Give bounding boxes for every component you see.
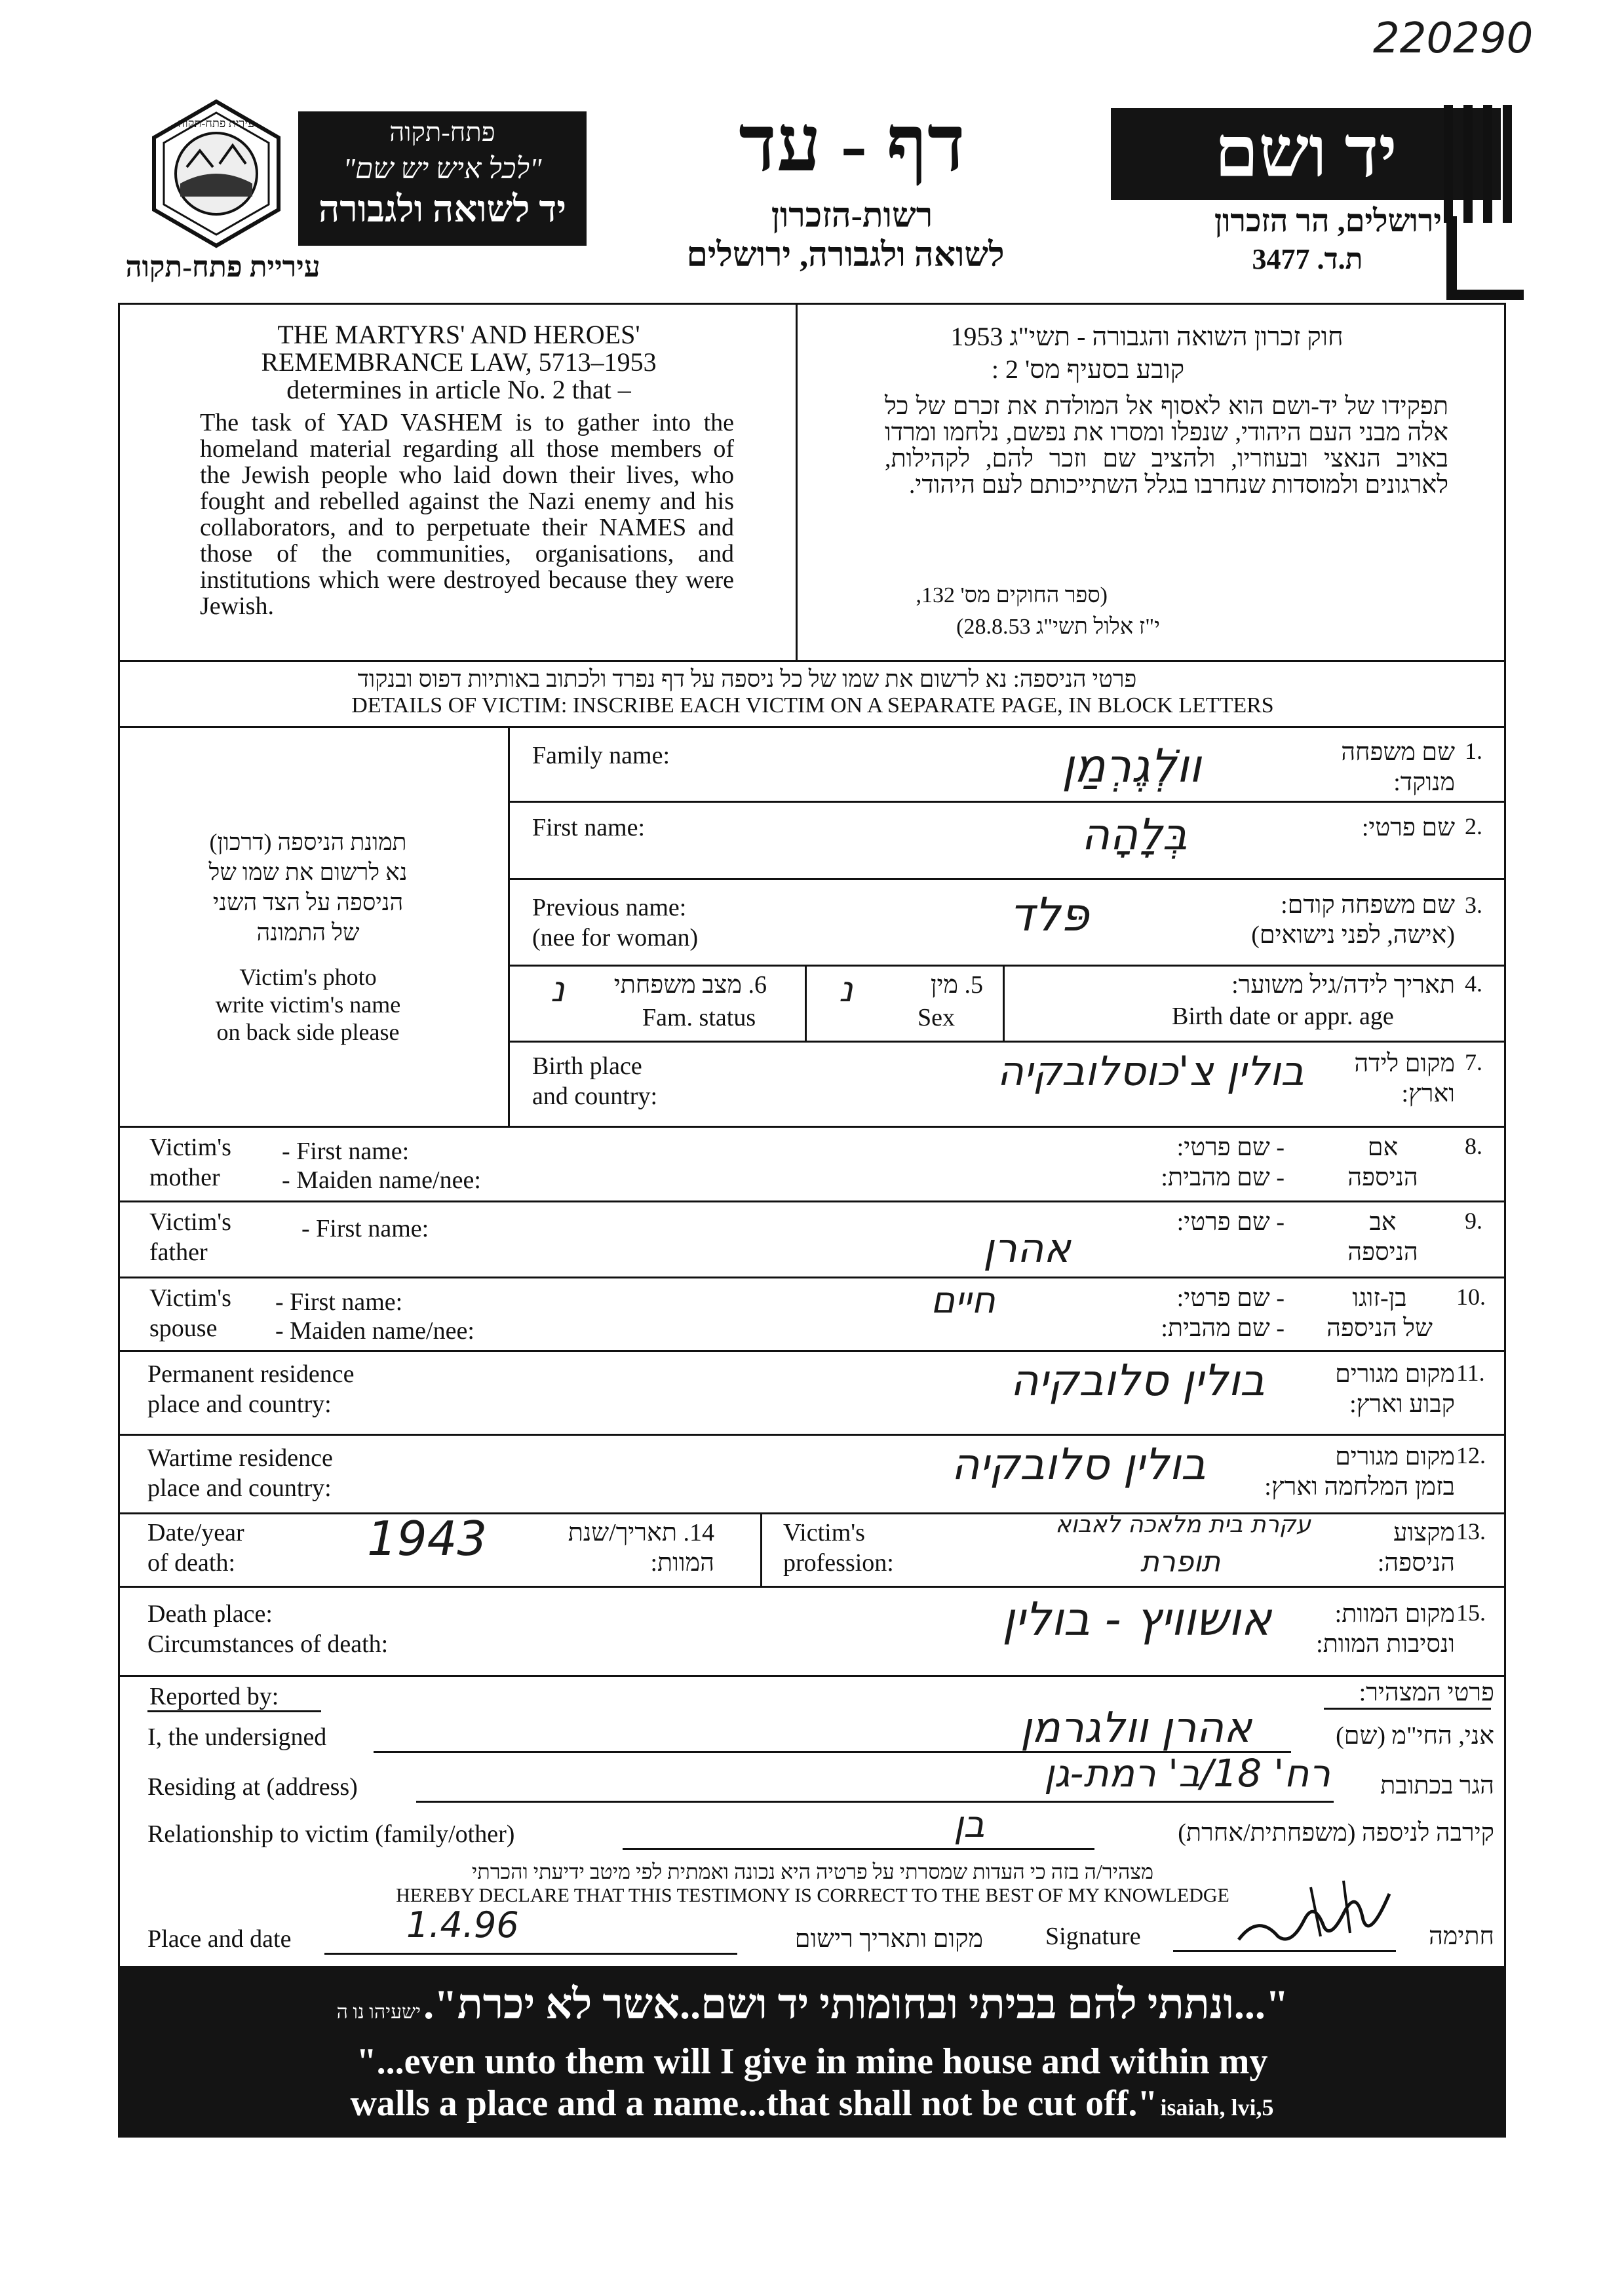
father-first-value[interactable]: אהרן	[983, 1224, 1071, 1272]
sex-num: 5.	[964, 971, 983, 999]
form-subtitle-2: לשואה ולגבורה, ירושלים	[686, 237, 1005, 274]
photo-he-4: של התמונה	[256, 919, 360, 946]
relationship-line	[623, 1848, 1094, 1850]
mother-he-b: הניספה	[1347, 1164, 1418, 1191]
place-date-line	[324, 1953, 737, 1955]
wartime-residence-value[interactable]: בולין סלובקיה	[951, 1439, 1206, 1489]
spouse-first-value[interactable]: חיים	[931, 1279, 996, 1322]
permanent-residence-he-1: מקום מגורים	[1335, 1360, 1455, 1388]
spouse-label-he	[1304, 1283, 1455, 1343]
spouse-he-a: בן-זוגו	[1352, 1284, 1407, 1312]
father-en-1: Victim's	[149, 1208, 231, 1236]
signature-label: Signature	[1045, 1923, 1141, 1950]
mother-he-a: אם	[1367, 1134, 1399, 1161]
profession-he-2: הניספה:	[1377, 1549, 1455, 1577]
sex-value[interactable]: נ	[839, 969, 853, 1010]
spouse-maiden-label: - Maiden name/nee:	[275, 1317, 474, 1345]
field-num-1: 1.	[1465, 738, 1482, 764]
profession-label-he	[1285, 1518, 1455, 1578]
death-place-he-2: ונסיבות המוות:	[1316, 1630, 1455, 1658]
profession-en-1: Victim's	[783, 1519, 865, 1546]
signature-scribble[interactable]	[1232, 1874, 1402, 1953]
law-en-body: The task of YAD VASHEM is to gather into the homeland material regarding all those members of the Jewish people who laid down their lives, who fought and rebelled against the Nazi enemy and his collaborators, and to perpetuate their NAMES and those of the communities, organisations, and institutions which were destroyed because they were Jewish.	[200, 409, 734, 620]
profession-value-2[interactable]: תופרת	[1140, 1545, 1221, 1579]
file-number: 220290	[1373, 14, 1534, 63]
address-label-he: הגר בכתובת	[1380, 1772, 1494, 1799]
spouse-maiden-label-he: - שם מהבית:	[1161, 1315, 1285, 1342]
address-line	[416, 1801, 1334, 1803]
pt-memorial: יד לשואה ולגבורה	[319, 189, 566, 230]
father-he-a: אב	[1369, 1208, 1397, 1236]
law-he-body: תפקידו של יד-ושם הוא לאסוף אל המולדת את זכרם של כל אלה מבני העם היהודי, שנפלו ומסרו את נפשם, נלחמו ומרדו באויב הנאצי ובעוזריו, ולהציב שם וזכר להם, לקהילות, לארגונים ולמוסדות שנחרבו בגלל השתייכותם לעם היהודי.	[885, 393, 1448, 499]
footer-en-ref: isaiah, lvi,5	[1160, 2094, 1274, 2121]
pt-quote: "לכל איש יש שם"	[343, 153, 542, 185]
birth-place-label-he	[1285, 1048, 1455, 1109]
row-rule-1	[508, 801, 1506, 803]
death-place-en-1: Death place:	[147, 1600, 273, 1628]
permanent-residence-label-he	[1245, 1359, 1455, 1419]
menorah-icon	[1439, 105, 1527, 301]
reporter-title-he-underline	[1324, 1708, 1491, 1710]
reporter-name-value[interactable]: אהרן וולגרמן	[1020, 1704, 1252, 1752]
field-num-11: 11.	[1456, 1360, 1485, 1386]
profession-label	[783, 1518, 894, 1578]
row-rule-5	[118, 1126, 1506, 1128]
details-header-en: DETAILS OF VICTIM: INSCRIBE EACH VICTIM ON A SEPARATE PAGE, IN BLOCK LETTERS	[351, 693, 1274, 718]
previous-name-en-1: Previous name:	[532, 894, 687, 921]
spouse-first-label: - First name:	[275, 1288, 403, 1316]
death-year-he-1	[557, 1518, 714, 1548]
law-he-title-2: קובע בסעיף מס' 2 :	[991, 355, 1185, 384]
law-he-ref-2: י"ז אלול תשי"ג 28.8.53)	[956, 615, 1160, 639]
previous-name-en-2: (nee for woman)	[532, 924, 699, 951]
profession-he-1: מקצוע	[1393, 1519, 1455, 1546]
signature-label-he: חתימה	[1428, 1923, 1494, 1950]
pt-seal	[141, 98, 292, 249]
fam-sex-divider	[805, 965, 807, 1041]
family-name-he-1: שם משפחה	[1341, 739, 1455, 766]
field-num-13: 13.	[1456, 1518, 1486, 1545]
mother-maiden-label-he: - שם מהבית:	[1161, 1164, 1285, 1191]
field-num-10: 10.	[1456, 1284, 1486, 1310]
footer-he-quote-line	[157, 1980, 1468, 2029]
death-place-value[interactable]: אושוויץ - בולין	[1002, 1592, 1271, 1646]
wartime-residence-label-he	[1180, 1442, 1455, 1502]
declaration-en: HEREBY DECLARE THAT THIS TESTIMONY IS CORRECT TO THE BEST OF MY KNOWLEDGE	[396, 1885, 1229, 1906]
family-name-label-he	[1206, 737, 1455, 797]
field-num-7: 7.	[1465, 1049, 1482, 1075]
mother-label-he	[1311, 1132, 1455, 1193]
po-box: ת.ד. 3477	[1252, 243, 1363, 275]
fam-status-num: 6.	[748, 971, 767, 999]
yad-vashem-logo-text: יד ושם	[1214, 114, 1397, 192]
father-first-label-he: - שם פרטי:	[1176, 1208, 1285, 1236]
photo-en-3: on back side please	[216, 1019, 400, 1045]
previous-name-label-he	[1153, 890, 1455, 950]
place-date-label: Place and date	[147, 1925, 292, 1953]
sex-label-he	[878, 970, 983, 1000]
wartime-residence-en-1: Wartime residence	[147, 1444, 333, 1472]
birth-date-label-he: תאריך לידה/גיל משוער:	[1231, 971, 1455, 999]
wartime-residence-he-2: בזמן המלחמה וארץ:	[1264, 1473, 1455, 1501]
field-num-2: 2.	[1465, 813, 1482, 839]
place-date-value[interactable]: 1.4.96	[406, 1904, 519, 1946]
fam-status-value[interactable]: נ	[551, 969, 565, 1010]
wartime-residence-he-1: מקום מגורים	[1335, 1443, 1455, 1470]
family-name-label: Family name:	[532, 742, 670, 769]
footer-he-ref: ישעיהו נו ה	[336, 2001, 421, 2023]
relationship-value[interactable]: בן	[954, 1803, 985, 1846]
death-year-num: 14.	[683, 1519, 714, 1546]
father-label	[149, 1207, 231, 1267]
death-year-he-1-text: תאריך/שנת	[568, 1519, 677, 1546]
field-num-8: 8.	[1465, 1133, 1482, 1159]
previous-name-label	[532, 893, 698, 953]
mother-en-2: mother	[149, 1164, 220, 1191]
field-num-4: 4.	[1465, 970, 1482, 997]
death-year-en-2: of death:	[147, 1549, 236, 1577]
mother-maiden-label: - Maiden name/nee:	[282, 1166, 481, 1194]
fam-status-he: מצב משפחתי	[613, 971, 742, 999]
previous-name-value[interactable]: פּלד	[1009, 888, 1089, 942]
address-value[interactable]: רח' 18/ב' רמת-גן	[1043, 1751, 1330, 1795]
seal-text: עירית פתח-תקוה	[178, 117, 255, 130]
row-rule-13	[118, 1586, 1506, 1588]
death-year-en-1: Date/year	[147, 1519, 244, 1546]
birth-place-en-1: Birth place	[532, 1052, 642, 1080]
declaration-he: מצהיר/ה בזה כי העדות שמסרתי על פרטיה היא נכונה ואמתית לפי מיטב ידיעתי והכרתי	[471, 1860, 1154, 1883]
relationship-label-he: קירבה לניספה (משפחתית/אחרת)	[1178, 1819, 1494, 1847]
field-num-15: 15.	[1456, 1600, 1486, 1626]
reported-by-underline	[147, 1710, 321, 1712]
birth-place-he-1: מקום לידה	[1354, 1050, 1455, 1077]
birth-place-value[interactable]: בולין צ'כוסלובקיה	[997, 1047, 1304, 1095]
first-name-value[interactable]: בְּלָהָה	[1081, 809, 1188, 860]
yad-vashem-location: ירושלים, הר הזכרון	[1214, 204, 1442, 239]
row-rule-4	[508, 1041, 1506, 1043]
photo-he-2: נא לרשום את שמו של	[208, 859, 408, 885]
photo-instructions-en	[151, 963, 465, 1046]
birth-place-label	[532, 1051, 657, 1111]
birth-date-label: Birth date or appr. age	[1172, 1003, 1394, 1030]
death-place-en-2: Circumstances of death:	[147, 1630, 389, 1658]
place-date-label-he: מקום ותאריך רישום	[794, 1925, 983, 1953]
death-year-label-he	[557, 1518, 714, 1578]
pt-banner	[298, 111, 587, 246]
spouse-he-b: של הניספה	[1326, 1315, 1433, 1342]
previous-name-he-2: (אישה, לפני נישואים)	[1251, 921, 1455, 949]
row-rule-2	[508, 878, 1506, 880]
profession-value-1[interactable]: עקרת בית מלאכה לאבוא	[1055, 1511, 1311, 1538]
undersigned-label: I, the undersigned	[147, 1723, 327, 1751]
death-year-value[interactable]: 1943	[367, 1511, 488, 1566]
family-name-he-2: מנוקד:	[1393, 769, 1455, 796]
footer-en-quote-1: "...even unto them will I give in mine house and within my	[356, 2041, 1268, 2082]
field-num-12: 12.	[1456, 1442, 1486, 1469]
photo-he-1: תמונת הניספה (דרכון)	[209, 829, 407, 855]
law-divider	[796, 303, 798, 662]
father-first-label: - First name:	[301, 1215, 429, 1242]
law-en-title-3: determines in article No. 2 that –	[286, 375, 631, 404]
death-place-label-he	[1245, 1599, 1455, 1659]
law-he-ref-1: (ספר החוקים מס' 132,	[916, 583, 1108, 607]
sex-birth-divider	[1003, 965, 1005, 1041]
photo-divider	[508, 726, 510, 1126]
row-rule-3	[508, 965, 1506, 967]
birth-place-en-2: and country:	[532, 1083, 658, 1110]
first-name-label: First name:	[532, 814, 646, 841]
relationship-label: Relationship to victim (family/other)	[147, 1820, 515, 1848]
photo-en-1: Victim's photo	[239, 964, 377, 990]
mother-label	[149, 1132, 231, 1193]
death-place-he-1: מקום המוות:	[1334, 1600, 1455, 1628]
spouse-en-1: Victim's	[149, 1284, 231, 1312]
address-label: Residing at (address)	[147, 1773, 358, 1801]
photo-he-3: הניספה על הצד השני	[212, 889, 404, 915]
row-rule-8	[118, 1200, 1506, 1202]
reporter-title-he: פרטי המצהיר:	[1359, 1679, 1494, 1706]
sex-label: Sex	[918, 1004, 955, 1031]
permanent-residence-en-1: Permanent residence	[147, 1360, 355, 1388]
death-year-label	[147, 1518, 244, 1578]
row-rule-11	[118, 1434, 1506, 1436]
sex-he: מין	[930, 971, 958, 999]
fam-status-label-he	[603, 970, 767, 1000]
profession-en-2: profession:	[783, 1549, 894, 1577]
row-rule-10	[118, 1350, 1506, 1352]
field-num-9: 9.	[1465, 1208, 1482, 1234]
field-num-3: 3.	[1465, 892, 1482, 918]
law-en-title	[131, 321, 786, 404]
spouse-first-label-he: - שם פרטי:	[1176, 1284, 1285, 1312]
death-place-label	[147, 1599, 388, 1659]
law-en-title-1: THE MARTYRS' AND HEROES'	[277, 320, 640, 349]
mother-en-1: Victim's	[149, 1134, 231, 1161]
form-subtitle-1: רשות-הזכרון	[771, 197, 933, 235]
footer-banner	[118, 1966, 1506, 2138]
permanent-residence-he-2: קבוע וארץ:	[1349, 1391, 1455, 1418]
pt-municipality: עיריית פתח-תקוה	[125, 251, 320, 283]
father-label-he	[1311, 1207, 1455, 1267]
wartime-residence-label	[147, 1443, 333, 1503]
form-title: דף - עד	[739, 100, 965, 187]
details-header-he: פרטי הניספה: נא לרשום את שמו של כל ניספה על דף נפרד ולכתוב באותיות דפוס ובנקוד	[357, 666, 1137, 692]
father-he-b: הניספה	[1347, 1239, 1418, 1266]
footer-en-quote-line-2	[118, 2083, 1506, 2124]
spouse-label	[149, 1283, 231, 1343]
death-year-he-2: המוות:	[650, 1549, 714, 1577]
father-en-2: father	[149, 1239, 208, 1266]
photo-instructions-he	[151, 827, 465, 948]
footer-en-quote-2: walls a place and a name...that shall not be cut off."	[350, 2083, 1158, 2124]
footer-he-quote: "...ונתתי להם בביתי ובחומותי יד ושם..אשר לא יכרת".	[423, 1981, 1289, 2027]
law-en-title-2: REMEMBRANCE LAW, 5713–1953	[261, 347, 657, 377]
row-rule-15	[118, 1675, 1506, 1677]
photo-en-2: write victim's name	[215, 991, 401, 1018]
details-header-rule	[118, 726, 1506, 728]
law-he-title-1: חוק זכרון השואה והגבורה - תשי"ג 1953	[950, 322, 1344, 351]
pt-city: פתח-תקוה	[389, 117, 495, 147]
undersigned-label-he: אני, החי"מ (שם)	[1336, 1722, 1494, 1750]
law-bottom-rule	[118, 660, 1506, 662]
fam-status-label: Fam. status	[642, 1004, 756, 1031]
mother-first-label: - First name:	[282, 1138, 410, 1165]
reported-by-label: Reported by:	[149, 1683, 279, 1710]
birth-place-he-2: וארץ:	[1401, 1080, 1455, 1107]
death-year-divider	[760, 1512, 762, 1586]
permanent-residence-value[interactable]: בולין סלובקיה	[1010, 1355, 1265, 1406]
first-name-label-he: שם פרטי:	[1361, 814, 1455, 841]
spouse-en-2: spouse	[149, 1315, 218, 1342]
previous-name-he-1: שם משפחה קודם:	[1281, 891, 1455, 919]
permanent-residence-en-2: place and country:	[147, 1391, 332, 1418]
row-rule-9	[118, 1277, 1506, 1278]
permanent-residence-label	[147, 1359, 354, 1419]
family-name-value[interactable]: ווֹלְגֶרְמַן	[1062, 739, 1201, 793]
mother-first-label-he: - שם פרטי:	[1176, 1134, 1285, 1161]
wartime-residence-en-2: place and country:	[147, 1474, 332, 1502]
